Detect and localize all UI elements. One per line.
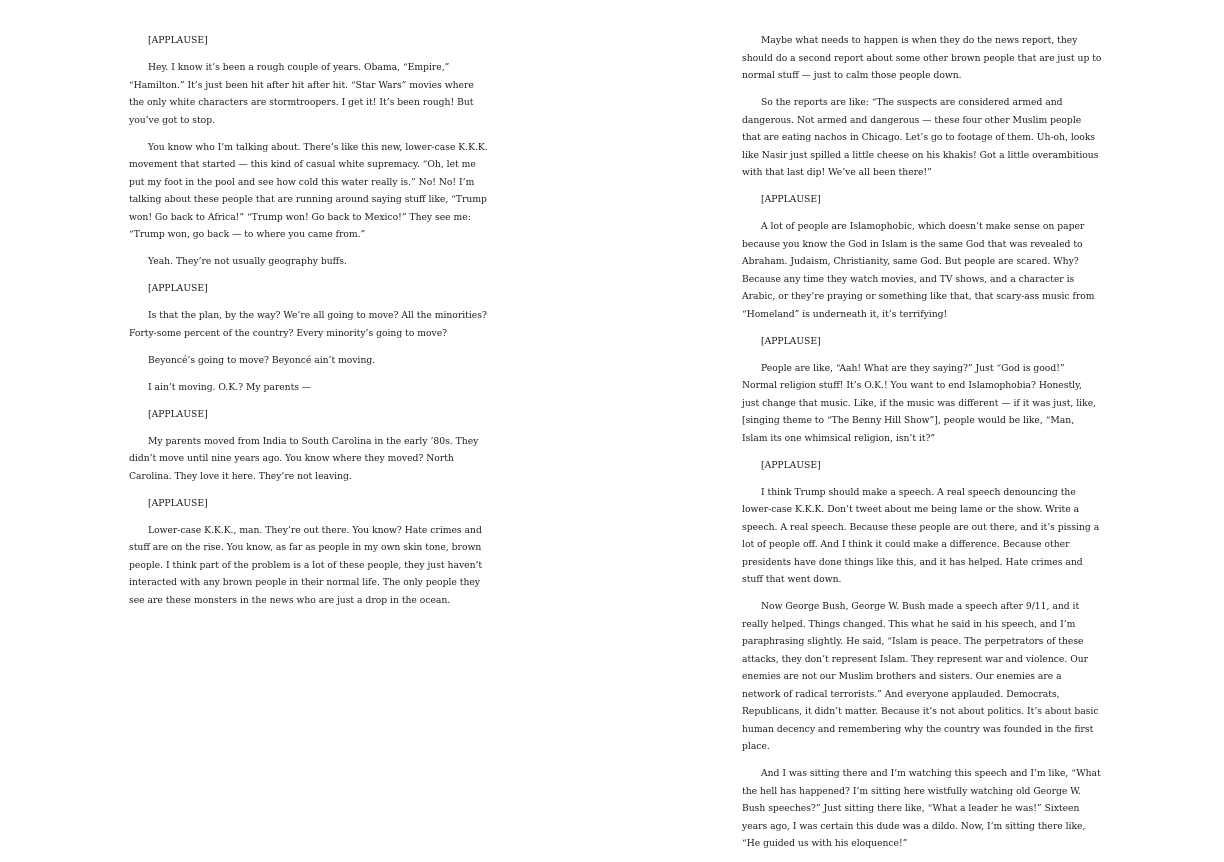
- paragraph: Lower-case K.K.K., man. They’re out there. You know? Hate crimes and stuff are on the rise. You know, as far as people in my own skin tone, brown people. I think part of the problem is a lot of these people, they just haven’t interacted with any brown people in their normal life. The only people they see are these monsters in the news who are just a drop in the ocean.: [129, 524, 483, 606]
- paragraph: My parents moved from India to South Carolina in the early ’80s. They didn’t move until nine years ago. You know where they moved? North Carolina. They love it here. They’re not leaving.: [129, 435, 479, 482]
- paragraph: [APPLAUSE]: [761, 194, 821, 205]
- right-column: [742, 32, 1102, 862]
- paragraph: [APPLAUSE]: [761, 459, 821, 471]
- paragraph: Yeah. They’re not usually geography buffs.: [148, 256, 347, 267]
- paragraph: Hey. I know it’s been a rough couple of years. Obama, “Empire,” “Hamilton.” It’s just been hit after hit after hit. “Star Wars” movies where the only white characters are stormtroopers. I get it! It’s been rough! But you’ve got to stop.: [129, 62, 474, 126]
- paragraph: People are like, “Aah! What are they saying?” Just “God is good!” Normal religion stuff! It’s O.K.! You want to end Islamophobia? Honestly, just change that music. Like, if the music was different — if it was just, like, [singing theme to “The Benny Hill Show”], people would be like, “Man, Islam its one whimsical religion, isn’t it?”: [742, 362, 1097, 444]
- paragraph: I ain’t moving. O.K.? My parents —: [148, 381, 312, 393]
- paragraph: So the reports are like: “The suspects are considered armed and dangerous. Not armed and dangerous — these four other Muslim people that are eating nachos in Chicago. Let’s go to footage of them. Uh-oh, looks like Nasir just spilled a little cheese on his khakis! Got a little overambitious with that last dip! We’ve all been there!”: [742, 97, 1099, 178]
- paragraph: I think Trump should make a speech. A real speech denouncing the lower-case K.K.K. Don’t tweet about me being lame or the show. Write a speech. A real speech. Because these people are out there, and it’s pissing a lot of people off. And I think it could make a difference. Because other presidents have done things like this, and it has helped. Hate crimes and stuff that went down.: [742, 486, 1100, 585]
- paragraph: Now George Bush, George W. Bush made a speech after 9/11, and it really helped. Things changed. This what he said in his speech, and I’m paraphrasing slightly. He said, “Islam is peace. The perpetrators of these attacks, they don’t represent Islam. They represent war and violence. Our enemies are not our Muslim brothers and sisters. Our enemies are a network of radical terrorists.” And everyone applauded. Democrats, Republicans, it didn’t matter. Because it’s not about politics. It’s about basic human decency and remembering why the country was founded in the first place.: [742, 601, 1099, 752]
- paragraph: You know who I’m talking about. There’s like this new, lower-case K.K.K. movement that started — this kind of casual white supremacy. “Oh, let me put my foot in the pool and see how cold this water really is.” No! No! I’m talking about these people that are running around saying stuff like, “Trump won! Go back to Africa!” “Trump won! Go back to Mexico!” They see me: “Trump won, go back — to where you came from.”: [129, 141, 488, 240]
- left-column: [129, 32, 489, 619]
- paragraph: [APPLAUSE]: [148, 283, 208, 294]
- paragraph: [APPLAUSE]: [148, 408, 208, 420]
- paragraph: [APPLAUSE]: [148, 35, 208, 46]
- paragraph: Is that the plan, by the way? We’re all going to move? All the minorities? Forty-some percent of the country? Every minority’s going to move?: [129, 310, 487, 339]
- paragraph: Beyoncé’s going to move? Beyoncé ain’t moving.: [148, 354, 376, 366]
- paragraph: [APPLAUSE]: [148, 497, 208, 509]
- paragraph: Maybe what needs to happen is when they do the news report, they should do a second report about some other brown people that are just up to normal stuff — just to calm those people down.: [742, 35, 1102, 81]
- paragraph: And I was sitting there and I’m watching this speech and I’m like, “What the hell has happened? I’m sitting here wistfully watching old George W. Bush speeches?” Just sitting there like, “What a leader he was!” Sixteen years ago, I was certain this dude was a dildo. Now, I’m sitting there like, “He guided us with his eloquence!”: [742, 768, 1101, 849]
- paragraph: A lot of people are Islamophobic, which doesn’t make sense on paper because you know the God in Islam is the same God that was revealed to Abraham. Judaism, Christianity, same God. But people are scared. Why? Because any time they watch movies, and TV shows, and a character is Arabic, or they’re praying or something like that, that scary-ass music from “Homeland” is underneath it, it’s terrifying!: [742, 221, 1095, 320]
- paragraph: [APPLAUSE]: [761, 335, 821, 347]
